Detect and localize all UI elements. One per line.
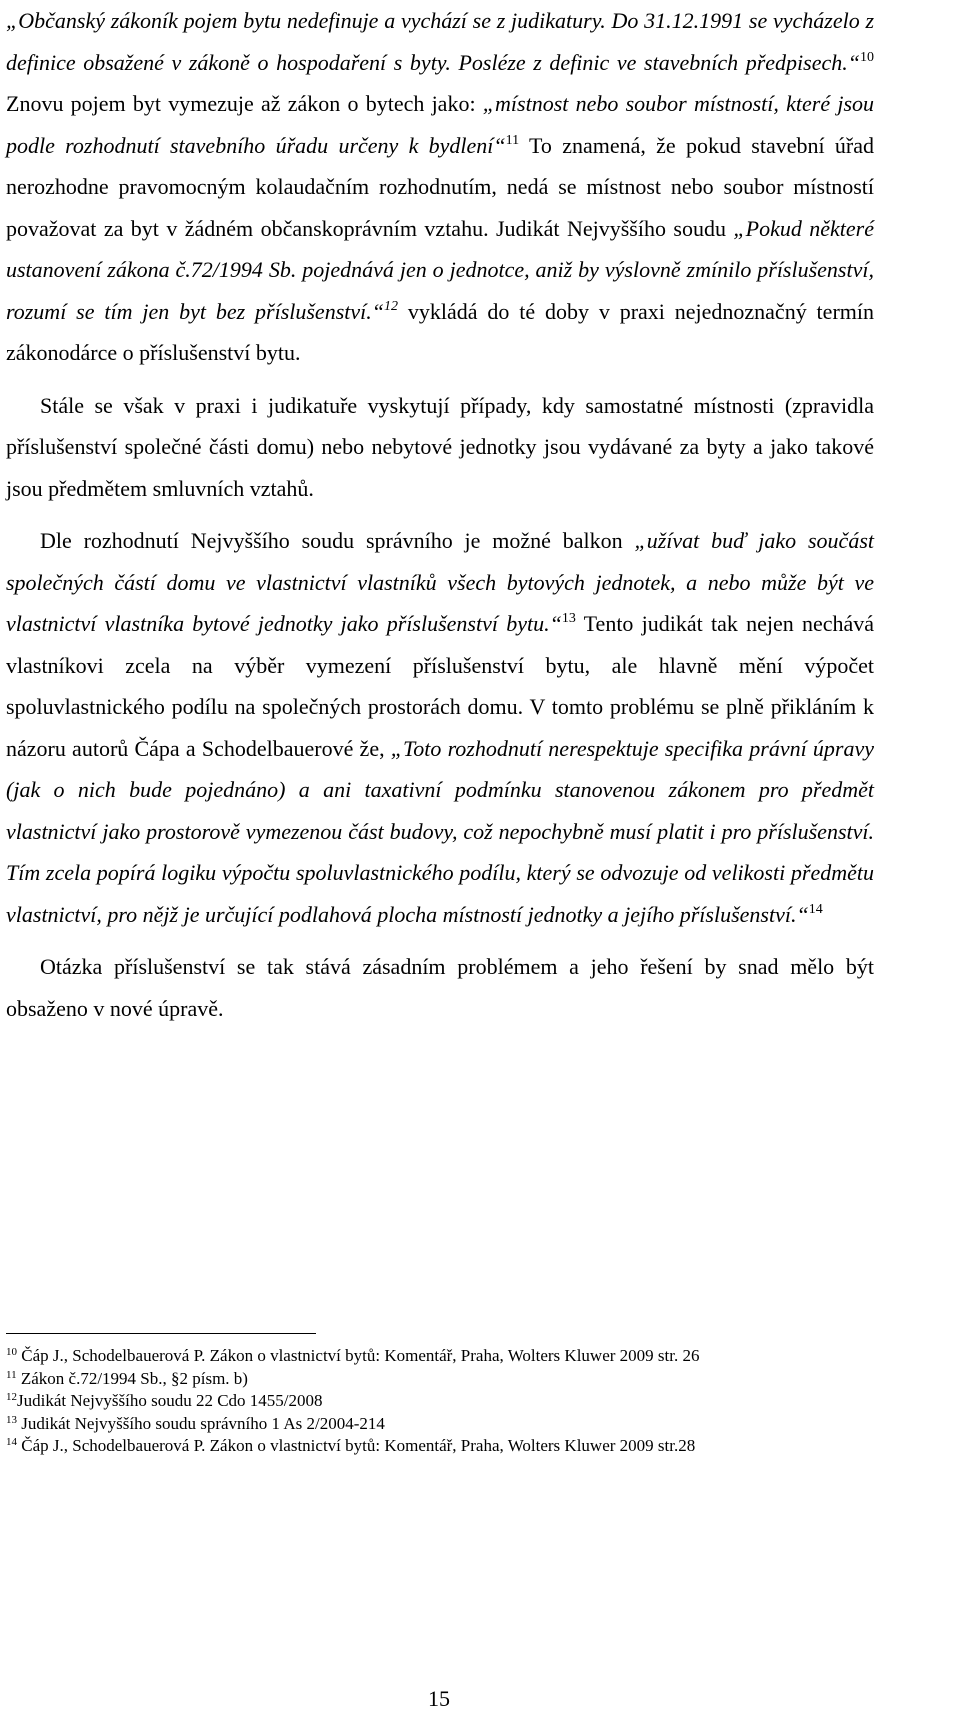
footnote-separator [6, 1333, 316, 1334]
text-run: Stále se však v praxi i judikatuře vyskytují případy, kdy samostatné místnosti (zpravidla příslušenství společné části domu) nebo nebytové jednotky jsou vydávané za byty a jako takové jsou předmětem smluvních vztahů. [6, 392, 874, 501]
italic-quote: “ [847, 49, 860, 75]
paragraph [6, 385, 874, 510]
text-run: vykládá do té doby v praxi nejednoznačný termín zákonodárce o příslušenství bytu. [6, 298, 874, 365]
footnote-reference: 10 [860, 49, 874, 65]
footnote-number: 10 [6, 1346, 17, 1358]
page-number: 15 [428, 1686, 450, 1711]
italic-quote: „Občanský zákoník pojem bytu nedefinuje a vychází se z judikatury. Do 31.12.1991 se vycházelo z definice obsažené v zákoně o hospodaření s byty. Posléze z definic ve stavebních předpisech. [6, 8, 874, 75]
footnote [6, 1368, 846, 1391]
footnote-reference: 12 [383, 298, 398, 314]
text-run: Otázka příslušenství se tak stává zásadním problémem a jeho řešení by snad mělo být obsaženo v nové úpravě. [6, 954, 874, 1021]
footnote-text: Judikát Nejvyššího soudu 22 Cdo 1455/2008 [17, 1391, 323, 1410]
text-run: To znamená, že pokud stavební úřad nerozhodne pravomocným kolaudačním rozhodnutím, nedá se místnost nebo soubor místností považovat za byt v žádném občanskoprávním vztahu. Judikát Nejvyššího soudu [6, 132, 874, 241]
italic-quote: „Pokud některé ustanovení zákona č.72/1994 Sb. pojednává jen o jednotce, aniž by výslovně zmínilo příslušenství, rozumí se tím jen byt bez příslušenství.“ [6, 215, 874, 324]
footnotes [6, 1345, 846, 1458]
footnote [6, 1413, 846, 1436]
italic-quote: „místnost nebo soubor místností, které jsou podle rozhodnutí stavebního úřadu určeny k bydlení“ [6, 91, 875, 158]
text-run: Dle rozhodnutí Nejvyššího soudu správního je možné balkon [40, 528, 635, 553]
footnote-text: Čáp J., Schodelbauerová P. Zákon o vlastnictví bytů: Komentář, Praha, Wolters Kluwer 2009 str.28 [17, 1436, 696, 1455]
paragraph [6, 520, 874, 935]
footnote-reference: 14 [808, 901, 823, 917]
text-run: Znovu pojem byt vymezuje až zákon o bytech jako: [6, 91, 483, 116]
footnote-number: 11 [6, 1368, 17, 1381]
italic-quote: „užívat buď jako součást společných částí domu ve vlastnictví vlastníků všech bytových jednotek, a nebo může být ve vlastnictví vlastníka bytové jednotky jako příslušenství bytu.“ [6, 528, 874, 636]
footnote-number: 13 [6, 1413, 17, 1426]
footnote-text: Zákon č.72/1994 Sb., §2 písm. b) [16, 1368, 248, 1388]
footnote-reference: 13 [561, 611, 576, 626]
text-run: Tento judikát tak nejen nechává vlastníkovi zcela na výběr vymezení příslušenství bytu, ale hlavně mění výpočet spoluvlastnického podílu na společných prostorách domu. V tomto problému se plně přikláním k názoru autorů Čápa a Schodelbauerové že, [6, 611, 875, 761]
footnote [6, 1435, 846, 1458]
paragraph [6, 0, 874, 374]
footnote-text: Čáp J., Schodelbauerová P. Zákon o vlastnictví bytů: Komentář, Praha, Wolters Kluwer 2009 str. 26 [17, 1346, 700, 1365]
paragraph [6, 946, 874, 1029]
body-text [6, 0, 874, 1029]
footnote [6, 1390, 846, 1413]
footnote [6, 1345, 846, 1368]
footnote-number: 14 [6, 1436, 17, 1448]
footnote-number: 12 [6, 1391, 17, 1403]
italic-quote: „Toto rozhodnutí nerespektuje specifika právní úpravy (jak o nich bude pojednáno) a ani taxativní podmínku stanovenou zákonem pro předmět vlastnictví jako prostorově vymezenou část budovy, což nepochybně musí platit i pro příslušenství. Tím zcela popírá logiku výpočtu spoluvlastnického podílu, který se odvozuje od velikosti předmětu vlastnictví, pro nějž je určující podlahová plocha místností jednotky a jejího příslušenství.“ [6, 735, 874, 927]
footnote-text: Judikát Nejvyššího soudu správního 1 As 2/2004-214 [17, 1413, 385, 1433]
footnote-reference: 11 [505, 132, 520, 148]
